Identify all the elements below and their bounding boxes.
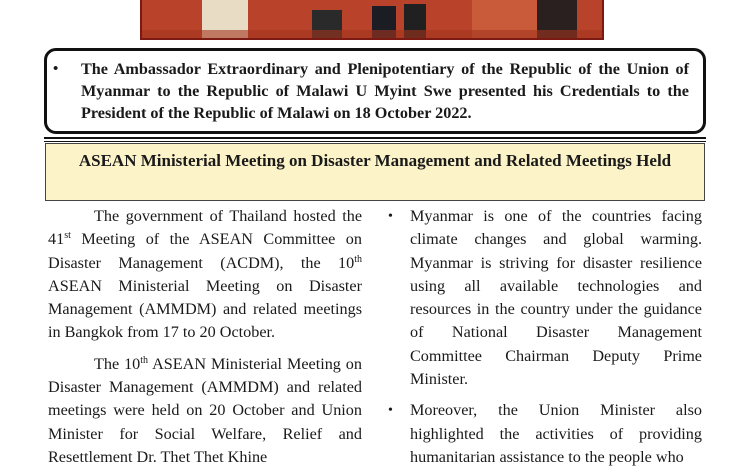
bullet-item-1: • Myanmar is one of the countries facing climate changes and global warming. Myanmar is striving for disaster resilience using all available technologies and resources in the country under the guidance of National Disaster Management Committee Chairman Deputy Prime Minister. — [388, 207, 702, 389]
caption-text: The Ambassador Extraordinary and Plenipotentiary of the Republic of the Union of Myanmar to the Republic of Malawi U Myint Swe presented his Credentials to the President of the Republic of Malawi on 18 October 2022. — [81, 60, 689, 122]
bullet-icon: • — [53, 61, 59, 77]
bullet-icon: • — [388, 209, 393, 224]
bullet-item-2: • Moreover, the Union Minister also highlighted the activities of providing humanitarian assistance to the people who — [388, 401, 702, 466]
divider-rule-thin — [44, 141, 706, 142]
photo-scene — [142, 0, 604, 40]
article-paragraph-2: The 10th ASEAN Ministerial Meeting on Disaster Management (AMMDM) and related meetings were held on 20 October and Union Minister for Social Welfare, Relief and Resettlement Dr. Thet Thet Khine — [48, 354, 362, 466]
divider-rule — [44, 137, 706, 139]
caption-item — [53, 58, 689, 124]
article-paragraph-1: The government of Thailand hosted the 41st Meeting of the ASEAN Committee on Disaster Management (ACDM), the 10th ASEAN Ministerial Meeting on Disaster Management (AMMDM) and related meetings in Bangkok from 17 to 20 October. — [48, 207, 362, 342]
article-left-column — [48, 205, 362, 469]
photo-caption-box — [44, 48, 706, 134]
credentials-photo — [140, 0, 604, 40]
article-right-column — [388, 205, 702, 469]
article-headline: ASEAN Ministerial Meeting on Disaster Management and Related Meetings Held — [45, 143, 705, 201]
bullet-icon: • — [388, 403, 393, 419]
